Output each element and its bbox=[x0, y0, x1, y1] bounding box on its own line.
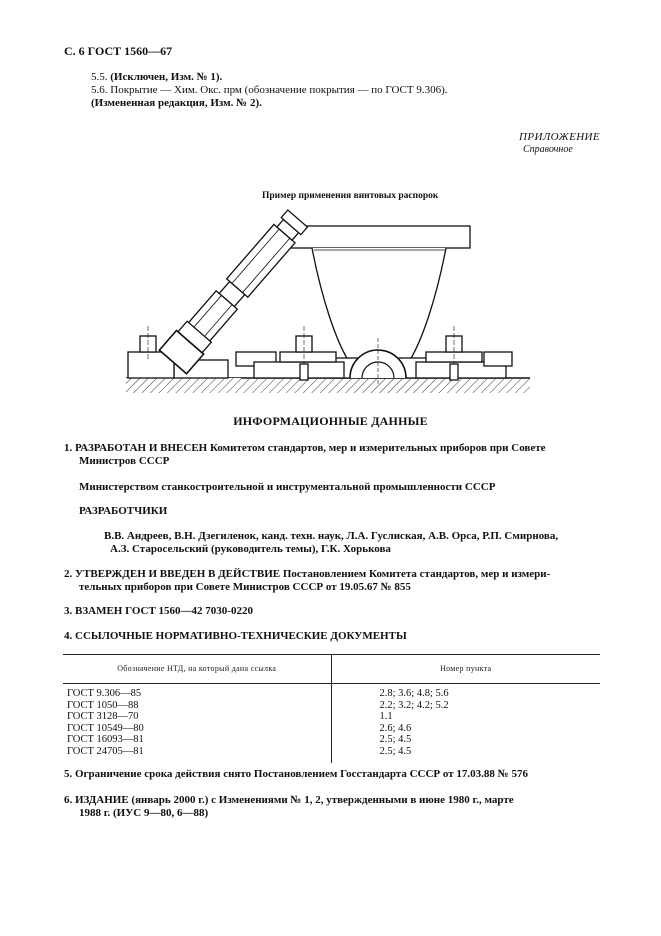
page-header: С. 6 ГОСТ 1560—67 bbox=[64, 44, 173, 58]
screw-strut-drawing bbox=[120, 205, 540, 410]
section-1-ministry: Министерством станкостроительной и инструментальной промышленности СССР bbox=[79, 481, 496, 493]
refs-col-clause-header: Номер пункта bbox=[440, 664, 492, 674]
refs-cell-doc: ГОСТ 10549—80 bbox=[63, 723, 331, 735]
table-row bbox=[63, 684, 600, 700]
appendix-subtitle: Справочное bbox=[523, 144, 573, 155]
item-text: (Исключен, Изм. № 1). bbox=[110, 71, 223, 83]
section-1-line2: Министров СССР bbox=[79, 455, 170, 467]
item-5-6-note: (Измененная редакция, Изм. № 2). bbox=[91, 97, 262, 109]
refs-cell-doc: ГОСТ 9.306—85 bbox=[63, 684, 331, 700]
refs-cell-doc: ГОСТ 1050—88 bbox=[63, 700, 331, 712]
item-number: 5.6. bbox=[91, 84, 108, 96]
section-2-line2: тельных приборов при Совете Министров СССР от 19.05.67 № 855 bbox=[79, 581, 411, 593]
refs-cell-clause: 2.6; 4.6 bbox=[379, 722, 412, 734]
appendix-title: ПРИЛОЖЕНИЕ bbox=[519, 131, 600, 143]
item-5-5 bbox=[91, 71, 222, 84]
section-5: 5. Ограничение срока действия снято Постановлением Госстандарта СССР от 17.03.88 № 576 bbox=[64, 768, 528, 780]
section-2-line1: 2. УТВЕРЖДЕН И ВВЕДЕН В ДЕЙСТВИЕ Постановлением Комитета стандартов, мер и измери- bbox=[64, 568, 551, 580]
refs-cell-doc: ГОСТ 16093—81 bbox=[63, 734, 331, 746]
refs-cell-doc: ГОСТ 24705—81 bbox=[63, 746, 331, 764]
section-4: 4. ССЫЛОЧНЫЕ НОРМАТИВНО-ТЕХНИЧЕСКИЕ ДОКУМЕНТЫ bbox=[64, 630, 407, 642]
refs-cell-clause: 2.8; 3.6; 4.8; 5.6 bbox=[379, 688, 449, 699]
table-row bbox=[63, 746, 600, 764]
table-row bbox=[63, 711, 600, 723]
refs-cell-clause: 2.5; 4.5 bbox=[379, 745, 412, 757]
refs-col-doc-header: Обозначение НТД, на который дана ссылка bbox=[63, 655, 331, 684]
table-row bbox=[63, 723, 600, 735]
section-6-line2: 1988 г. (ИУС 9—80, 6—88) bbox=[79, 807, 209, 819]
developers-title: РАЗРАБОТЧИКИ bbox=[79, 505, 168, 517]
refs-cell-clause: 1.1 bbox=[379, 711, 393, 722]
section-1-line1: 1. РАЗРАБОТАН И ВНЕСЕН Комитетом стандартов, мер и измерительных приборов при Совете bbox=[64, 442, 546, 454]
figure-caption: Пример применения винтовых распорок bbox=[262, 191, 439, 201]
refs-table bbox=[63, 654, 600, 763]
developers-line2: А.З. Старосельский (руководитель темы), Г.К. Хорькова bbox=[110, 543, 391, 555]
section-6-line1: 6. ИЗДАНИЕ (январь 2000 г.) с Изменениями № 1, 2, утвержденными в июне 1980 г., марте bbox=[64, 794, 514, 806]
item-5-6 bbox=[91, 84, 448, 97]
table-row bbox=[63, 734, 600, 746]
developers-line1: В.В. Андреев, В.Н. Дзегиленок, канд. техн. наук, Л.А. Гуслиская, А.В. Орса, Р.П. Смирнова, bbox=[104, 530, 559, 542]
item-text: Покрытие — Хим. Окс. прм (обозначение покрытия — по ГОСТ 9.306). bbox=[110, 84, 448, 96]
refs-cell-clause: 2.2; 3.2; 4.2; 5.2 bbox=[379, 699, 449, 711]
table-row bbox=[63, 700, 600, 712]
refs-table-header-row bbox=[63, 655, 600, 684]
info-title: ИНФОРМАЦИОННЫЕ ДАННЫЕ bbox=[233, 414, 428, 428]
refs-cell-doc: ГОСТ 3128—70 bbox=[63, 711, 331, 723]
refs-cell-clause: 2.5; 4.5 bbox=[379, 734, 412, 745]
item-number: 5.5. bbox=[91, 71, 108, 83]
section-3: 3. ВЗАМЕН ГОСТ 1560—42 7030-0220 bbox=[64, 605, 253, 617]
